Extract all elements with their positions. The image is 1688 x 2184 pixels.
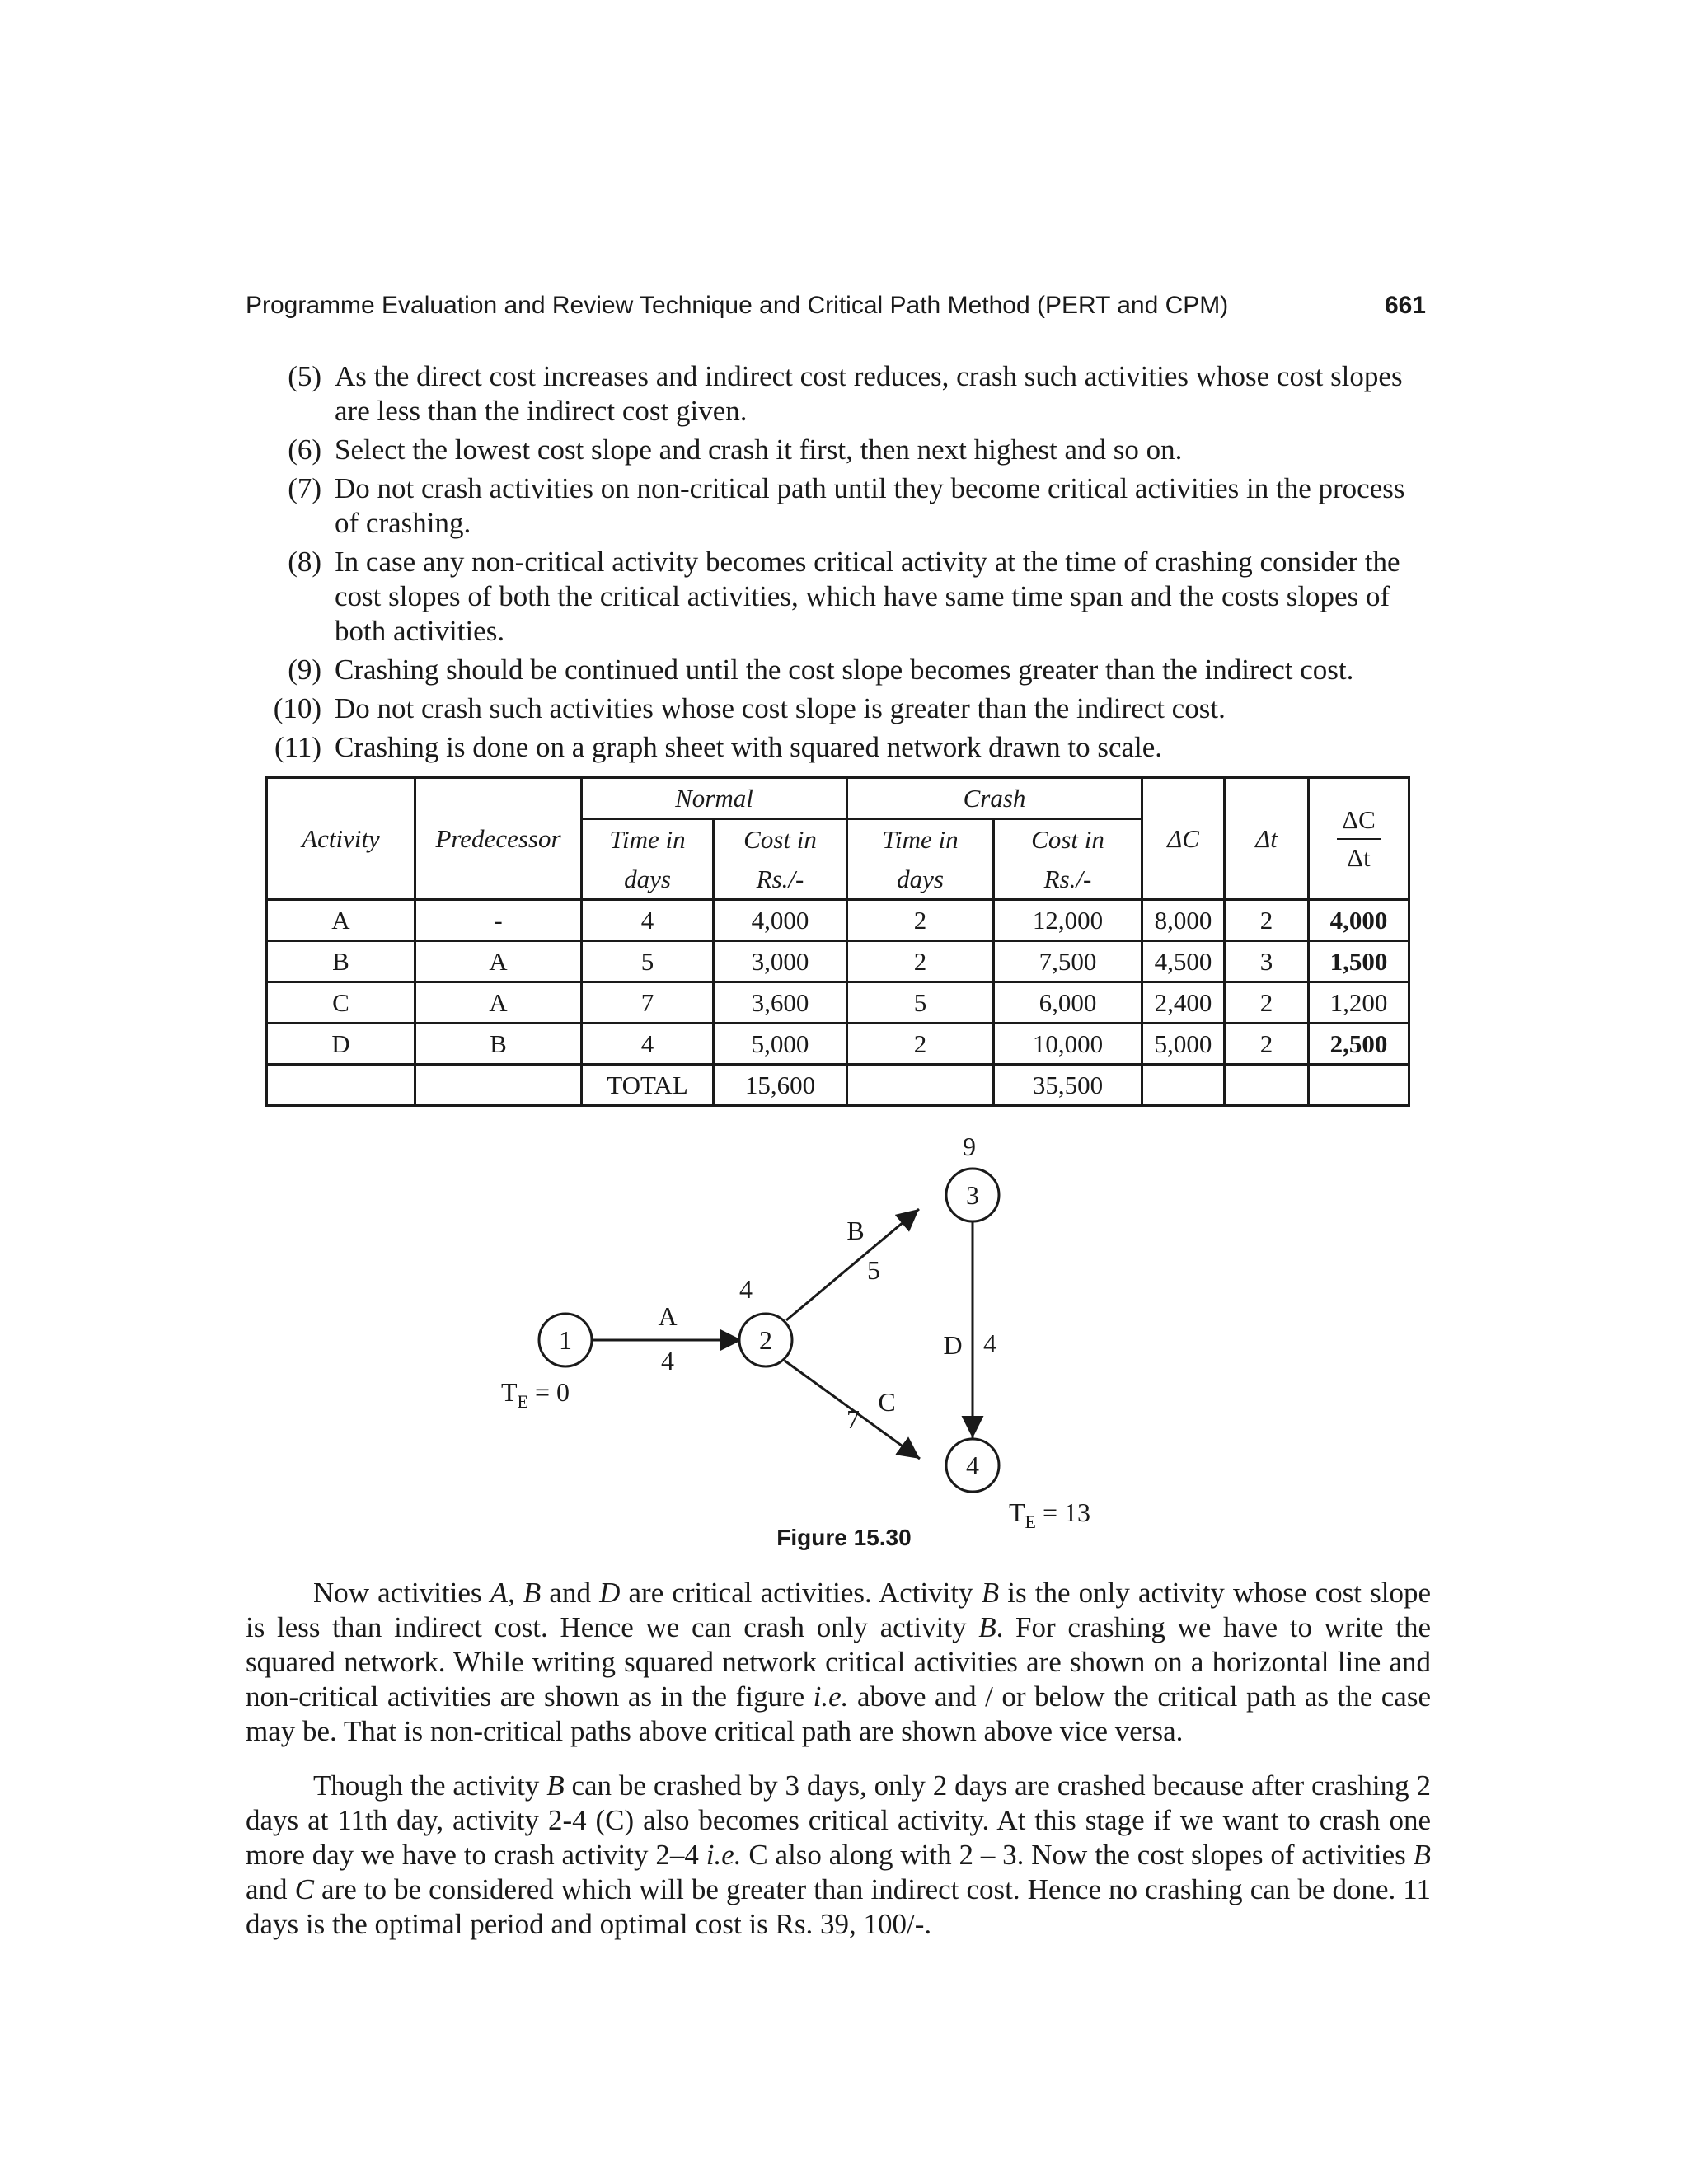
node-1	[539, 1314, 592, 1366]
cell-crash-time: 2	[847, 1024, 994, 1065]
cell-normal-cost: 5,000	[714, 1024, 847, 1065]
cell-normal-time: 7	[582, 982, 714, 1024]
cell-normal-cost: 3,000	[714, 941, 847, 982]
header-normal-time: Time in	[582, 819, 714, 860]
header-normal-cost: Cost in	[714, 819, 847, 860]
cell-normal-time: 4	[582, 1024, 714, 1065]
item-number: (11)	[274, 731, 321, 763]
header-crash: Crash	[847, 778, 1142, 819]
cell-cost-slope: 1,200	[1309, 982, 1409, 1024]
table-row	[267, 1024, 1409, 1065]
te-end-label: $T_E = 13$	[1009, 1497, 1091, 1532]
body-paragraph: Now activities A, B and D are critical activities. Activity B is the only activity whose cost slope is less than indirect cost. Hence we can crash only activity B. For crashing we have to write the squared network. While writing squared network critical activities are shown on a horizontal line and non-critical activities are shown as in the figure i.e. above and / or below the critical path as the case may be. That is non-critical paths above critical path are shown above vice versa.	[246, 1577, 1431, 1747]
cell-activity: A	[267, 900, 415, 941]
item-text: Do not crash such activities whose cost slope is greater than the indirect cost.	[335, 692, 1226, 724]
cell-empty	[1309, 1065, 1409, 1106]
node-4-label: 4	[966, 1451, 979, 1480]
cell-delta-time: 2	[1225, 1024, 1309, 1065]
table-row	[267, 941, 1409, 982]
header-normal-cost-unit: Rs./-	[714, 860, 847, 900]
header-crash-time: Time in	[847, 819, 994, 860]
cell-delta-cost: 4,500	[1142, 941, 1225, 982]
cell-cost-slope: 1,500	[1309, 941, 1409, 982]
activity-c-duration: 7	[846, 1404, 860, 1434]
list-item	[285, 653, 1432, 687]
table-total-row	[267, 1065, 1409, 1106]
item-number: (5)	[288, 360, 321, 392]
activity-a-name: A	[658, 1301, 678, 1331]
activity-c-name: C	[878, 1387, 896, 1417]
item-number: (8)	[288, 546, 321, 578]
list-item	[285, 471, 1432, 541]
node-2	[739, 1314, 792, 1366]
cell-empty	[847, 1065, 994, 1106]
header-crash-cost-unit: Rs./-	[994, 860, 1142, 900]
figure-caption: Figure 15.30	[776, 1525, 912, 1550]
fraction-numerator: ΔC	[1337, 805, 1381, 840]
cell-delta-cost: 5,000	[1142, 1024, 1225, 1065]
cell-delta-time: 2	[1225, 900, 1309, 941]
header-predecessor: Predecessor	[415, 778, 582, 900]
item-number: (6)	[288, 434, 321, 466]
cell-empty	[415, 1065, 582, 1106]
cost-slope-fraction	[1337, 805, 1381, 873]
cell-total-normal-cost: 15,600	[714, 1065, 847, 1106]
header-crash-time-unit: days	[847, 860, 994, 900]
page-number: 661	[1384, 292, 1426, 319]
item-text: In case any non-critical activity becomes critical activity at the time of crashing consider the cost slopes of both the critical activities, which have same time span and the costs slopes of both activities.	[335, 546, 1400, 647]
list-item	[285, 433, 1432, 467]
crashing-rules-list	[273, 359, 1432, 769]
cell-activity: B	[267, 941, 415, 982]
node-3-event-time: 9	[963, 1132, 976, 1161]
cell-predecessor: B	[415, 1024, 582, 1065]
fraction-denominator: Δt	[1347, 842, 1371, 872]
header-activity: Activity	[267, 778, 415, 900]
cell-delta-time: 2	[1225, 982, 1309, 1024]
item-text: Crashing is done on a graph sheet with squared network drawn to scale.	[335, 731, 1163, 763]
cell-empty	[267, 1065, 415, 1106]
body-paragraph: Though the activity B can be crashed by 3 days, only 2 days are crashed because after crashing 2 days at 11th day, activity 2-4 (C) also becomes critical activity. At this stage if we want to crash one more day we have to crash activity 2–4 i.e. C also along with 2 – 3. Now the cost slopes of activities B and C are to be considered which will be greater than indirect cost. Hence no crashing can be done. 11 days is the optimal period and optimal cost is Rs. 39, 100/-.	[246, 1769, 1431, 1940]
list-item	[285, 545, 1432, 649]
cell-empty	[1225, 1065, 1309, 1106]
item-number: (10)	[273, 692, 321, 724]
header-crash-cost: Cost in	[994, 819, 1142, 860]
cell-crash-cost: 12,000	[994, 900, 1142, 941]
table-row	[267, 900, 1409, 941]
item-text: Select the lowest cost slope and crash it first, then next highest and so on.	[335, 434, 1183, 466]
cell-normal-cost: 3,600	[714, 982, 847, 1024]
cell-normal-cost: 4,000	[714, 900, 847, 941]
item-text: Do not crash activities on non-critical path until they become critical activities in the process of crashing.	[335, 472, 1405, 539]
crashing-table	[265, 776, 1410, 1107]
cell-delta-cost: 2,400	[1142, 982, 1225, 1024]
header-delta-cost: ΔC	[1142, 778, 1225, 900]
item-number: (7)	[288, 472, 321, 504]
cell-crash-time: 5	[847, 982, 994, 1024]
activity-b-name: B	[846, 1216, 865, 1245]
project-network-diagram	[462, 1129, 1121, 1541]
cell-crash-time: 2	[847, 900, 994, 941]
item-number: (9)	[288, 654, 321, 686]
cell-predecessor: -	[415, 900, 582, 941]
cell-cost-slope: 4,000	[1309, 900, 1409, 941]
activity-a-duration: 4	[661, 1346, 674, 1376]
header-normal: Normal	[582, 778, 847, 819]
cell-crash-time: 2	[847, 941, 994, 982]
cell-total-label: TOTAL	[582, 1065, 714, 1106]
activity-d-duration: 4	[983, 1329, 996, 1358]
item-text: As the direct cost increases and indirect cost reduces, crash such activities whose cost slopes are less than the indirect cost given.	[335, 360, 1403, 427]
te-start-label: $T_E = 0$	[501, 1377, 570, 1412]
cell-empty	[1142, 1065, 1225, 1106]
cell-crash-cost: 6,000	[994, 982, 1142, 1024]
cell-cost-slope: 2,500	[1309, 1024, 1409, 1065]
node-2-label: 2	[759, 1325, 772, 1355]
cell-normal-time: 5	[582, 941, 714, 982]
node-3	[946, 1169, 999, 1221]
running-title: Programme Evaluation and Review Technique and Critical Path Method (PERT and CPM)	[246, 292, 1229, 319]
node-3-label: 3	[966, 1180, 979, 1210]
cell-delta-time: 3	[1225, 941, 1309, 982]
node-1-label: 1	[559, 1325, 572, 1355]
activity-d-name: D	[943, 1330, 963, 1360]
header-normal-time-unit: days	[582, 860, 714, 900]
list-item	[274, 730, 1432, 765]
header-cost-slope	[1309, 778, 1409, 900]
node-4	[946, 1439, 999, 1492]
cell-crash-cost: 10,000	[994, 1024, 1142, 1065]
cell-predecessor: A	[415, 982, 582, 1024]
cell-crash-cost: 7,500	[994, 941, 1142, 982]
header-delta-time: Δt	[1225, 778, 1309, 900]
cell-total-crash-cost: 35,500	[994, 1065, 1142, 1106]
cell-activity: C	[267, 982, 415, 1024]
cell-normal-time: 4	[582, 900, 714, 941]
activity-b-duration: 5	[867, 1255, 880, 1285]
item-text: Crashing should be continued until the cost slope becomes greater than the indirect cost.	[335, 654, 1354, 686]
cell-predecessor: A	[415, 941, 582, 982]
cell-activity: D	[267, 1024, 415, 1065]
cell-delta-cost: 8,000	[1142, 900, 1225, 941]
list-item	[285, 359, 1432, 429]
node-2-event-time: 4	[739, 1274, 753, 1304]
list-item	[273, 691, 1432, 726]
page-header	[246, 288, 1426, 330]
table-row	[267, 982, 1409, 1024]
